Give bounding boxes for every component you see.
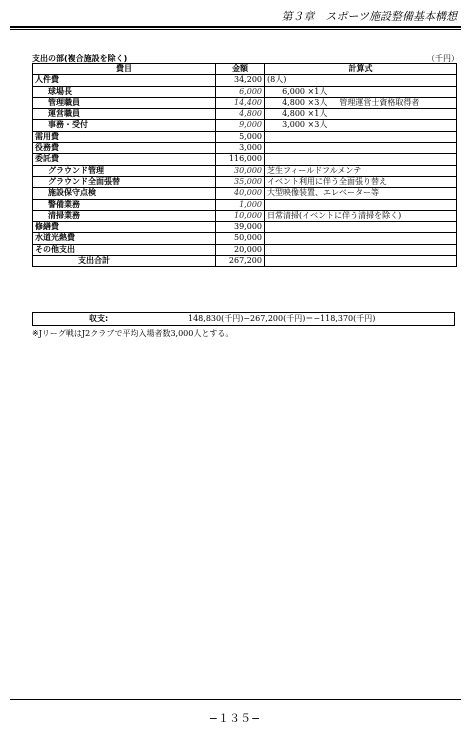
formula-text: 日常清掃(イベントに伴う清掃を除く) bbox=[267, 210, 402, 220]
row-formula bbox=[265, 233, 457, 244]
row-amount: 9,000 bbox=[216, 120, 265, 131]
row-formula bbox=[265, 199, 457, 210]
formula-value: 4,800 bbox=[282, 109, 305, 119]
row-amount: 39,000 bbox=[216, 222, 265, 233]
row-formula bbox=[265, 188, 457, 199]
formula-multiplier: ×3人 bbox=[307, 120, 328, 130]
formula-text: (8人) bbox=[267, 75, 287, 85]
table-row bbox=[33, 86, 457, 97]
row-amount: 5,000 bbox=[216, 131, 265, 142]
row-item: 役務費 bbox=[33, 143, 216, 154]
row-amount: 1,000 bbox=[216, 199, 265, 210]
total-amount: 267,200 bbox=[216, 256, 265, 267]
row-formula bbox=[265, 244, 457, 255]
row-item: グラウンド全面張替 bbox=[33, 176, 216, 187]
formula-value: 6,000 bbox=[282, 86, 305, 96]
header-formula: 計算式 bbox=[265, 64, 457, 75]
table-row bbox=[33, 165, 457, 176]
table-row bbox=[33, 109, 457, 120]
expenditure-table bbox=[32, 63, 457, 267]
row-formula bbox=[265, 222, 457, 233]
row-amount: 35,000 bbox=[216, 176, 265, 187]
row-item: 事務・受付 bbox=[33, 120, 216, 131]
total-row bbox=[33, 256, 457, 267]
formula-value: 3,000 bbox=[282, 120, 305, 130]
formula-text: イベント利用に伴う全面張り替え bbox=[267, 176, 387, 186]
row-formula bbox=[265, 109, 457, 120]
row-amount: 20,000 bbox=[216, 244, 265, 255]
row-formula bbox=[265, 154, 457, 165]
table-row bbox=[33, 176, 457, 187]
table-row bbox=[33, 120, 457, 131]
table-row bbox=[33, 188, 457, 199]
row-formula bbox=[265, 120, 457, 131]
row-amount: 4,800 bbox=[216, 109, 265, 120]
row-formula bbox=[265, 131, 457, 142]
row-amount: 3,000 bbox=[216, 143, 265, 154]
row-formula bbox=[265, 176, 457, 187]
chapter-header: 第３章 スポーツ施設整備基本構想 bbox=[281, 10, 457, 23]
row-amount: 50,000 bbox=[216, 233, 265, 244]
row-amount: 116,000 bbox=[216, 154, 265, 165]
table-row bbox=[33, 244, 457, 255]
row-formula bbox=[265, 256, 457, 267]
table-row bbox=[33, 199, 457, 210]
formula-text: 大型映像装置、エレベーター等 bbox=[267, 188, 379, 198]
table-row bbox=[33, 143, 457, 154]
row-item: グラウンド管理 bbox=[33, 165, 216, 176]
section-title: 支出の部(複合施設を除く) bbox=[32, 54, 128, 63]
header-amount: 金額 bbox=[216, 64, 265, 75]
page-number: −１３５− bbox=[208, 712, 261, 725]
row-formula bbox=[265, 143, 457, 154]
formula-multiplier: ×3人 bbox=[307, 97, 328, 107]
row-formula bbox=[265, 165, 457, 176]
formula-text: 芝生フィールドフルメンテ bbox=[267, 165, 362, 175]
table-row bbox=[33, 210, 457, 221]
unit-label: （千円） bbox=[427, 54, 459, 63]
row-formula bbox=[265, 86, 457, 97]
row-item: 委託費 bbox=[33, 154, 216, 165]
footer-rule bbox=[10, 699, 461, 700]
footnote: ※Jリーグ戦はJ2クラブで平均入場者数3,000人とする。 bbox=[32, 329, 234, 338]
row-item: 修繕費 bbox=[33, 222, 216, 233]
row-item: 人件費 bbox=[33, 75, 216, 86]
balance-value: 148,830(千円)−267,200(千円)＝−118,370(千円) bbox=[188, 314, 376, 323]
formula-multiplier: ×1人 bbox=[307, 86, 328, 96]
formula-multiplier: ×1人 bbox=[307, 109, 328, 119]
row-item: 球場長 bbox=[33, 86, 216, 97]
header-item: 費目 bbox=[33, 64, 216, 75]
formula-note: 管理運営士資格取得者 bbox=[339, 97, 420, 107]
table-row bbox=[33, 131, 457, 142]
row-amount: 34,200 bbox=[216, 75, 265, 86]
table-row bbox=[33, 233, 457, 244]
row-item: 清掃業務 bbox=[33, 210, 216, 221]
balance-box bbox=[32, 312, 455, 326]
table-header-row bbox=[33, 64, 457, 75]
row-item: 施設保守点検 bbox=[33, 188, 216, 199]
balance-label: 収支: bbox=[89, 314, 109, 323]
row-amount: 30,000 bbox=[216, 165, 265, 176]
row-formula bbox=[265, 210, 457, 221]
row-item: 管理職員 bbox=[33, 97, 216, 108]
row-item: 運営職員 bbox=[33, 109, 216, 120]
row-item: その他支出 bbox=[33, 244, 216, 255]
table-row bbox=[33, 222, 457, 233]
header-rule bbox=[10, 26, 461, 30]
total-label: 支出合計 bbox=[33, 256, 216, 267]
row-amount: 40,000 bbox=[216, 188, 265, 199]
row-amount: 6,000 bbox=[216, 86, 265, 97]
row-amount: 10,000 bbox=[216, 210, 265, 221]
row-amount: 14,400 bbox=[216, 97, 265, 108]
row-formula bbox=[265, 97, 457, 108]
table-row bbox=[33, 154, 457, 165]
row-formula bbox=[265, 75, 457, 86]
row-item: 需用費 bbox=[33, 131, 216, 142]
formula-value: 4,800 bbox=[282, 97, 305, 107]
table-row bbox=[33, 97, 457, 108]
row-item: 水道光熱費 bbox=[33, 233, 216, 244]
table-row bbox=[33, 75, 457, 86]
row-item: 警備業務 bbox=[33, 199, 216, 210]
